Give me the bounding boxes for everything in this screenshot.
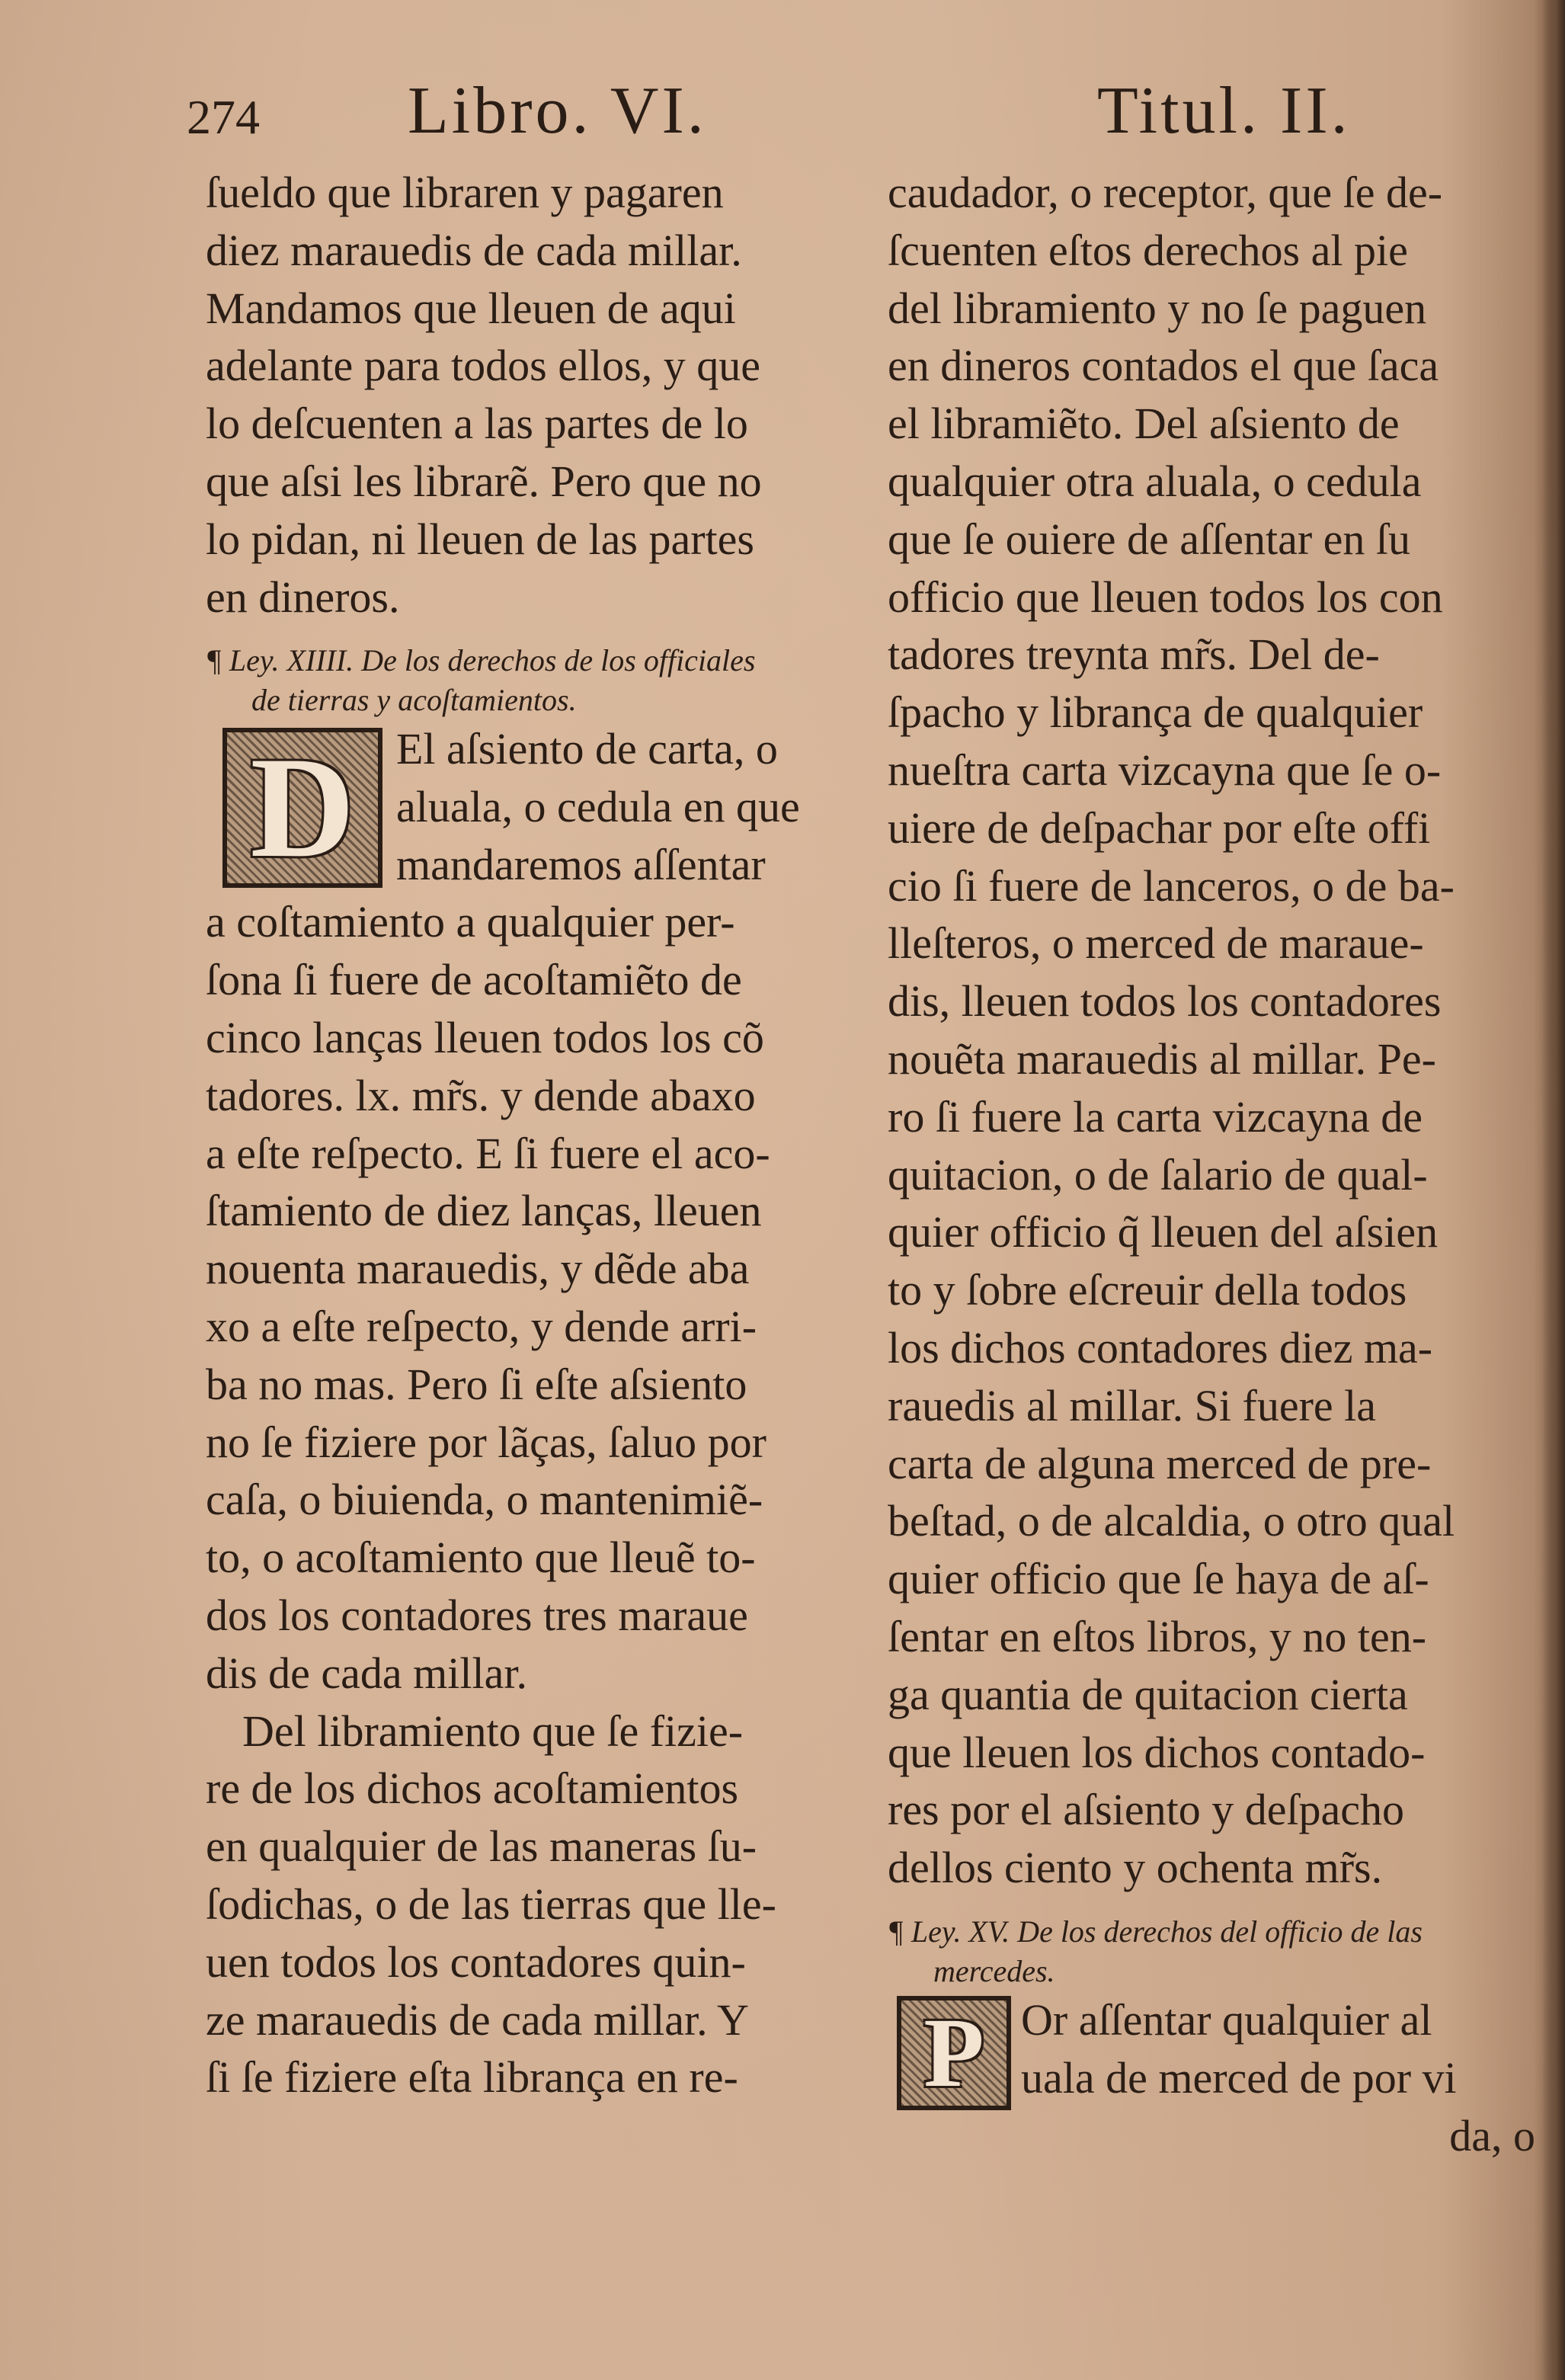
text-line: ro ſi fuere la carta vizcayna de — [888, 1091, 1423, 1142]
text-line: Del libramiento que ſe fizie- — [242, 1706, 744, 1756]
text-line: ſtamiento de diez lanças, lleuen — [206, 1186, 762, 1236]
text-line: lo deſcuenten a las partes de lo — [206, 399, 748, 449]
text-line: Or aſſentar qualquier al — [1021, 1994, 1432, 2045]
text-line: cinco lanças lleuen todos los cõ — [206, 1012, 764, 1062]
text-line: carta de alguna merced de pre- — [888, 1438, 1432, 1488]
text-line: en dineros. — [206, 572, 400, 622]
text-line: el libramiẽto. Del aſsiento de — [888, 399, 1400, 449]
text-line: cio ſi fuere de lanceros, o de ba- — [888, 860, 1455, 911]
text-line: ſona ſi fuere de acoſtamiẽto de — [206, 955, 742, 1005]
text-line: dellos ciento y ochenta mr̃s. — [888, 1843, 1383, 1893]
text-line: ze marauedis de cada millar. Y — [206, 1994, 749, 2045]
text-line: ſodichas, o de las tierras que lle- — [206, 1879, 776, 1929]
text-line: quitacion, o de ſalario de qual- — [888, 1149, 1428, 1200]
page-edge — [1542, 0, 1565, 2380]
ley-heading-cont: de tierras y acoſtamientos. — [251, 683, 577, 718]
text-line: rauedis al millar. Si fuere la — [888, 1380, 1377, 1430]
initial-paragraph — [888, 1991, 1535, 2107]
text-line: ſueldo que libraren y pagaren — [206, 168, 724, 217]
ley-heading-cont: mercedes. — [933, 1953, 1055, 1988]
text-line: dos los contadores tres maraue — [206, 1590, 748, 1640]
text-line: qualquier otra aluala, o cedula — [888, 456, 1422, 506]
text-line: tadores. lx. mr̃s. y dende abaxo — [206, 1070, 756, 1120]
text-line: ſpacho y librança de qualquier — [888, 687, 1423, 738]
initial-lines — [396, 720, 800, 893]
text-line: ſcuenten eſtos derechos al pie — [888, 225, 1408, 275]
text-line: ba no mas. Pero ſi eſte aſsiento — [206, 1359, 747, 1409]
ley-heading: ¶ Ley. XV. De los derechos del officio de las — [888, 1914, 1423, 1949]
text-line: caſa, o biuienda, o mantenimiẽ- — [206, 1475, 763, 1525]
text-line: que aſsi les librarẽ. Pero que no — [206, 456, 762, 506]
text-line: Mandamos que lleuen de aqui — [206, 283, 736, 333]
text-line: ſentar en eſtos libros, y no ten- — [888, 1611, 1427, 1661]
text-line: El aſsiento de carta, o — [396, 724, 778, 774]
text-line: que lleuen los dichos contado- — [888, 1727, 1426, 1777]
ley-heading: ¶ Ley. XIIII. De los derechos de los officiales — [206, 643, 756, 678]
text-line: officio que lleuen todos los con — [888, 572, 1443, 622]
text-line: mandaremos aſſentar — [396, 839, 766, 889]
running-head — [0, 72, 1565, 156]
text-line: que ſe ouiere de aſſentar en ſu — [888, 514, 1411, 564]
text-line: nouẽta marauedis al millar. Pe- — [888, 1033, 1436, 1084]
text-line: quier officio q̃ lleuen del aſsien — [888, 1207, 1439, 1257]
text-line: en qualquier de las maneras ſu- — [206, 1821, 757, 1872]
page-number: 274 — [187, 90, 260, 144]
text-line: adelante para todos ellos, y que — [206, 341, 760, 391]
right-column — [888, 164, 1535, 2165]
text-line: nouenta marauedis, y dẽde aba — [206, 1244, 750, 1294]
text-line: re de los dichos acoſtamientos — [206, 1763, 739, 1814]
text-line: nueſtra carta vizcayna que ſe o- — [888, 745, 1442, 795]
text-line: a coſtamiento a qualquier per- — [206, 897, 735, 947]
left-column — [206, 164, 838, 2106]
text-line: del libramiento y no ſe paguen — [888, 283, 1427, 333]
text-line: en dineros contados el que ſaca — [888, 341, 1439, 391]
text-line: caudador, o receptor, que ſe de- — [888, 168, 1443, 217]
text-line: uala de merced de por vi — [1021, 2052, 1457, 2103]
title-heading: Titul. II. — [1097, 74, 1351, 148]
text-line: to, o acoſtamiento que lleuẽ to- — [206, 1533, 756, 1583]
text-line: no ſe fiziere por lãças, ſaluo por — [206, 1417, 766, 1467]
text-line: aluala, o cedula en que — [396, 782, 800, 832]
text-line: quier officio que ſe haya de aſ- — [888, 1554, 1429, 1604]
text-line: beſtad, o de alcaldia, o otro qual — [888, 1496, 1455, 1546]
text-line: dis, lleuen todos los contadores — [888, 976, 1442, 1027]
text-line: ſi ſe fiziere eſta librança en re- — [206, 2052, 738, 2103]
initial-letter: D — [250, 728, 355, 889]
text-line: uen todos los contadores quin- — [206, 1936, 746, 1987]
spacer — [206, 626, 838, 641]
initial-lines — [1021, 1991, 1457, 2107]
decorated-initial-icon — [222, 728, 382, 888]
text-line: los dichos contadores diez ma- — [888, 1322, 1433, 1373]
text-line: lleſteros, o merced de maraue- — [888, 918, 1424, 969]
catchword: da, o — [1449, 2110, 1535, 2161]
text-line: a eſte reſpecto. E ſi fuere el aco- — [206, 1128, 770, 1178]
text-line: dis de cada millar. — [206, 1648, 527, 1698]
spacer — [888, 1897, 1535, 1912]
text-line: res por el aſsiento y deſpacho — [888, 1785, 1405, 1835]
book-heading: Libro. VI. — [408, 74, 707, 148]
text-line: uiere de deſpachar por eſte offi — [888, 802, 1431, 853]
initial-paragraph — [206, 720, 838, 893]
initial-letter: P — [923, 1997, 984, 2108]
text-line: lo pidan, ni lleuen de las partes — [206, 514, 754, 564]
text-line: to y ſobre eſcreuir della todos — [888, 1265, 1407, 1315]
text-line: ga quantia de quitacion cierta — [888, 1669, 1408, 1719]
decorated-initial-icon — [897, 1996, 1011, 2110]
text-line: diez marauedis de cada millar. — [206, 225, 742, 275]
text-line: tadores treynta mr̃s. Del de- — [888, 629, 1380, 680]
text-line: xo a eſte reſpecto, y dende arri- — [206, 1301, 757, 1351]
